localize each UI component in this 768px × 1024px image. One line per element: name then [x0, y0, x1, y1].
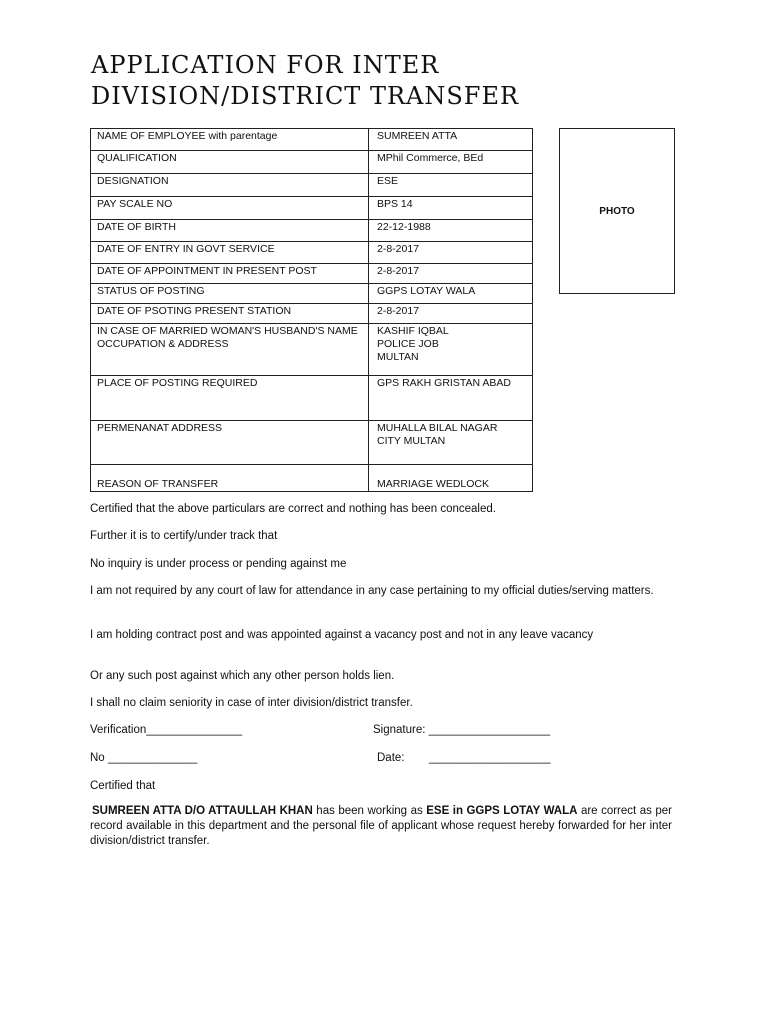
- field-label: PERMENANAT ADDRESS: [91, 421, 369, 465]
- verification-field: Verification_______________: [90, 724, 243, 736]
- photo-label: PHOTO: [599, 206, 635, 217]
- certified-statement: Certified that the above particulars are correct and nothing has been concealed.: [90, 503, 496, 515]
- table-row: [91, 264, 533, 284]
- contract-statement: I am holding contract post and was appointed against a vacancy post and not in any leave vacancy: [90, 629, 594, 641]
- field-value: [369, 264, 533, 284]
- field-value-line: MPhil Commerce, BEd: [377, 152, 484, 164]
- field-label: PLACE OF POSTING REQUIRED: [91, 376, 369, 421]
- field-label: STATUS OF POSTING: [91, 284, 369, 304]
- field-value: [369, 242, 533, 264]
- date-label: Date:: [377, 752, 405, 764]
- page-title: [91, 50, 519, 112]
- certification-heading: Certified that: [90, 780, 156, 792]
- no-inquiry-statement: No inquiry is under process or pending against me: [90, 558, 347, 570]
- title-line-1: APPLICATION FOR INTER: [91, 51, 440, 79]
- field-label: DATE OF APPOINTMENT IN PRESENT POST: [91, 264, 369, 284]
- field-value-line: SUMREEN ATTA: [377, 130, 458, 142]
- court-statement: I am not required by any court of law for attendance in any case pertaining to my official duties/serving matters.: [90, 585, 654, 597]
- field-value: [369, 129, 533, 151]
- certification-paragraph: [90, 804, 672, 849]
- field-label: DESIGNATION: [91, 174, 369, 197]
- table-row: [91, 174, 533, 197]
- field-value-line: POLICE JOB: [377, 338, 439, 350]
- field-value-line: MARRIAGE WEDLOCK: [377, 478, 490, 490]
- field-value-line: MULTAN: [377, 351, 419, 363]
- table-row: [91, 376, 533, 421]
- field-label: DATE OF PSOTING PRESENT STATION: [91, 304, 369, 324]
- field-value: [369, 376, 533, 421]
- certification-text-2: are correct as per record available in this department and the personal file of applicant whose request hereby forwarded for her inter division/district transfer.: [90, 805, 672, 847]
- field-value: [369, 197, 533, 220]
- certification-employee: SUMREEN ATTA D/O ATTAULLAH KHAN: [92, 805, 313, 817]
- field-value-line: GPS RAKH GRISTAN ABAD: [377, 377, 512, 389]
- field-value-line: 2-8-2017: [377, 305, 420, 317]
- field-value: [369, 220, 533, 242]
- date-line: ___________________: [429, 752, 551, 764]
- field-value-line: KASHIF IQBAL: [377, 325, 449, 337]
- field-value-line: MUHALLA BILAL NAGAR: [377, 422, 498, 434]
- table-row: [91, 284, 533, 304]
- further-statement: Further it is to certify/under track that: [90, 530, 278, 542]
- field-value: [369, 324, 533, 376]
- field-label: IN CASE OF MARRIED WOMAN'S HUSBAND'S NAME OCCUPATION & ADDRESS: [91, 324, 369, 376]
- employee-info-table: [90, 128, 533, 492]
- field-value: [369, 421, 533, 465]
- table-row: [91, 242, 533, 264]
- field-label: DATE OF ENTRY IN GOVT SERVICE: [91, 242, 369, 264]
- table-row: [91, 129, 533, 151]
- field-label: QUALIFICATION: [91, 151, 369, 174]
- lien-statement: Or any such post against which any other person holds lien.: [90, 670, 395, 682]
- table-row: [91, 324, 533, 376]
- seniority-statement: I shall no claim seniority in case of inter division/district transfer.: [90, 697, 413, 709]
- title-line-2: DIVISION/DISTRICT TRANSFER: [91, 82, 520, 110]
- number-field: No ______________: [90, 752, 198, 764]
- field-value: [369, 284, 533, 304]
- field-value: [369, 151, 533, 174]
- field-value: [369, 465, 533, 492]
- table-row: [91, 421, 533, 465]
- field-value-line: ESE: [377, 175, 399, 187]
- field-label: REASON OF TRANSFER: [91, 465, 369, 492]
- field-value-line: 22-12-1988: [377, 221, 431, 233]
- certification-post: ESE in GGPS LOTAY WALA: [426, 805, 578, 817]
- field-value-line: BPS 14: [377, 198, 413, 210]
- field-label: DATE OF BIRTH: [91, 220, 369, 242]
- field-value-line: 2-8-2017: [377, 265, 420, 277]
- field-label: NAME OF EMPLOYEE with parentage: [91, 129, 369, 151]
- field-value-line: CITY MULTAN: [377, 435, 446, 447]
- photo-box: [559, 128, 675, 294]
- field-value: [369, 304, 533, 324]
- field-value: [369, 174, 533, 197]
- signature-field: Signature: ___________________: [373, 724, 551, 736]
- table-row: [91, 151, 533, 174]
- table-row: [91, 465, 533, 492]
- field-label: PAY SCALE NO: [91, 197, 369, 220]
- field-value-line: GGPS LOTAY WALA: [377, 285, 476, 297]
- field-value-line: 2-8-2017: [377, 243, 420, 255]
- table-row: [91, 197, 533, 220]
- certification-text-1: has been working as: [312, 805, 427, 817]
- table-row: [91, 220, 533, 242]
- table-row: [91, 304, 533, 324]
